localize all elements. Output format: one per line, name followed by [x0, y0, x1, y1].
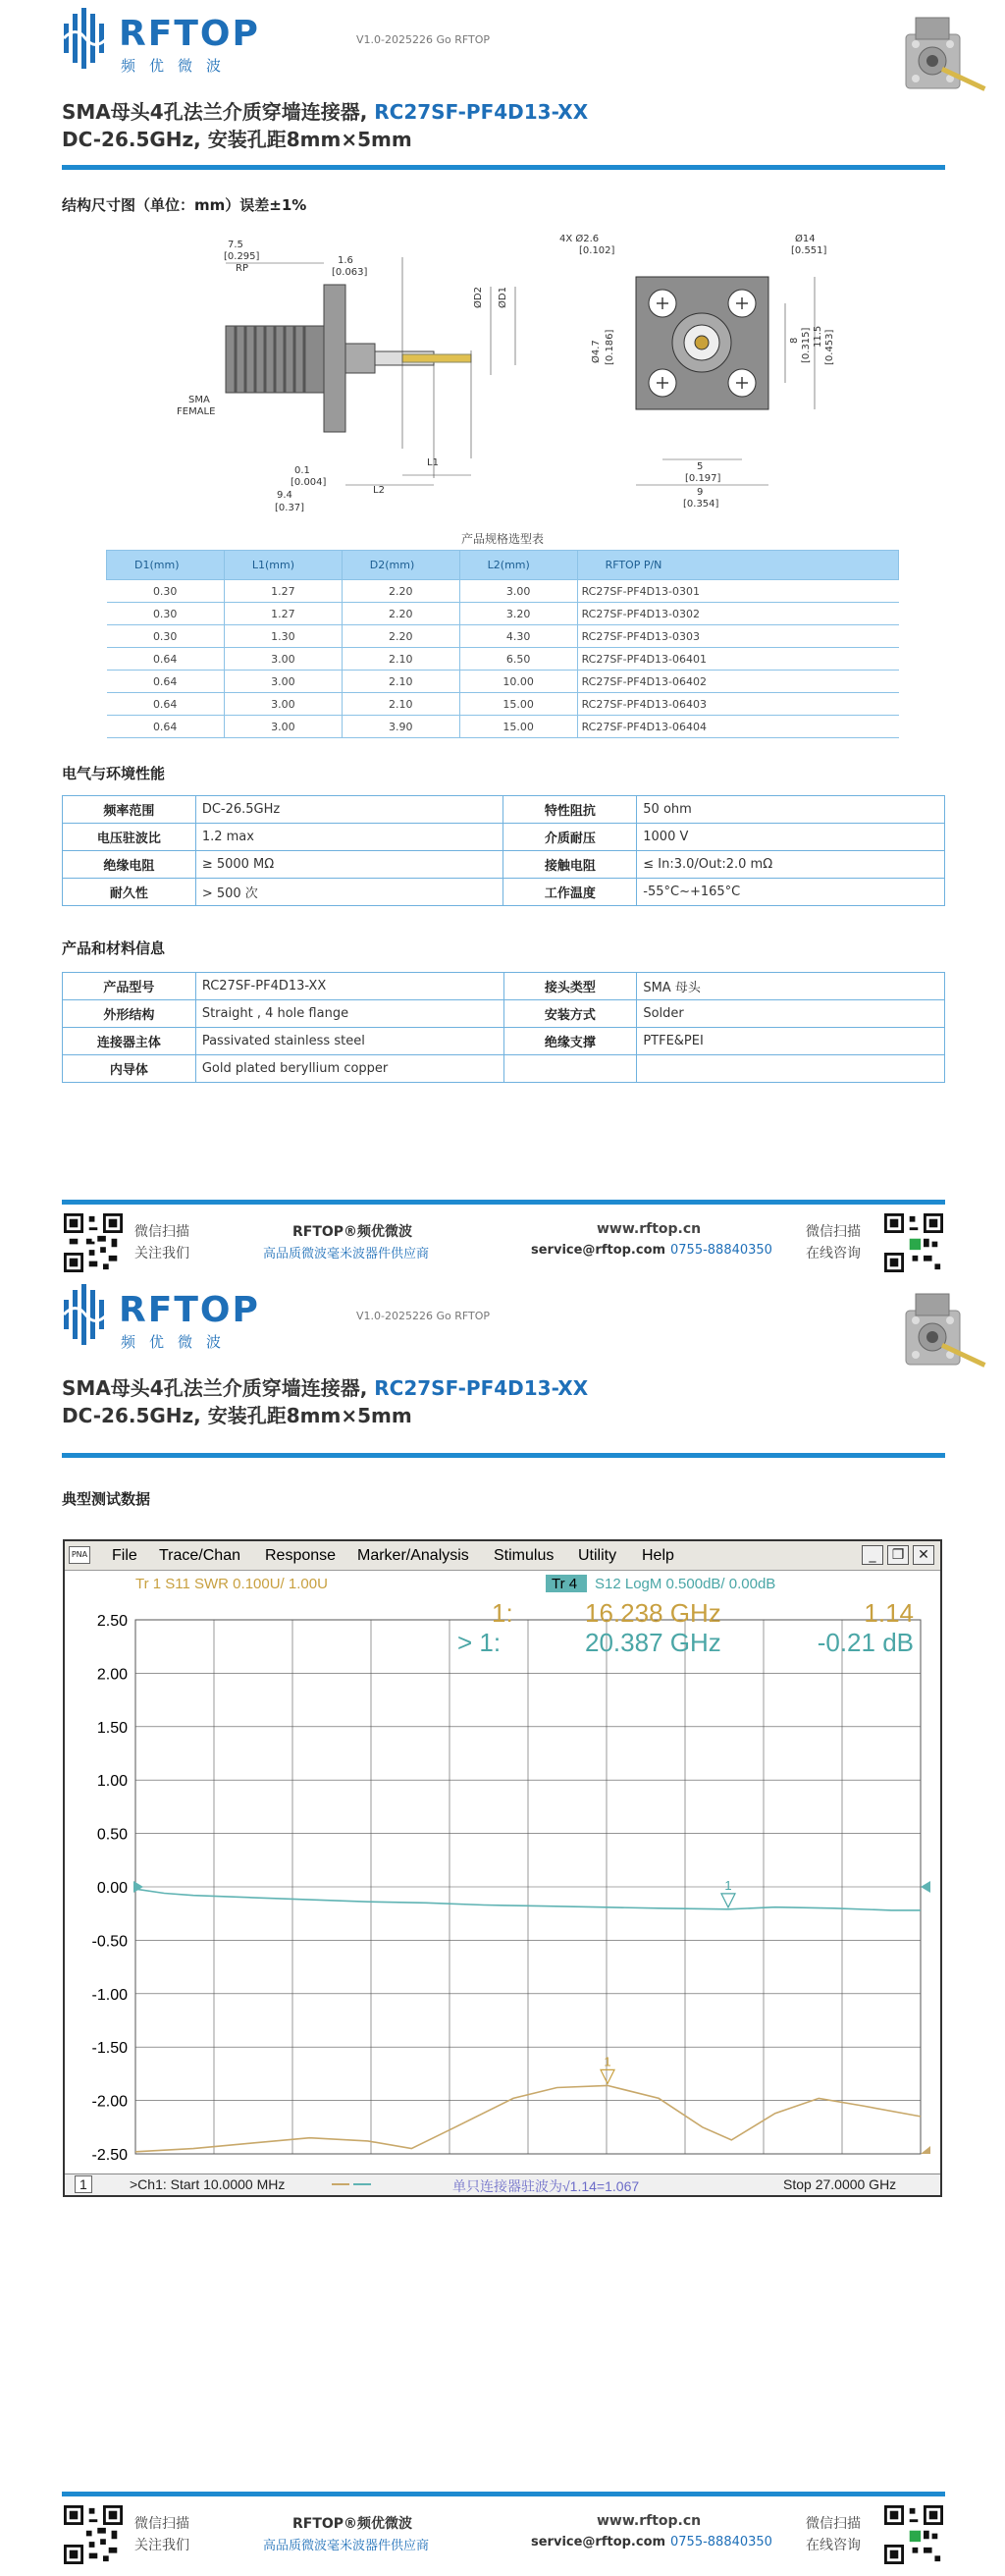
rftop-logo: RFTOP 频优微波: [62, 1282, 268, 1351]
table-cell: 0.30: [107, 603, 225, 625]
front-view: [636, 277, 768, 409]
side-view: [226, 257, 471, 478]
electrical-row: [63, 796, 945, 824]
electrical-value: ≥ 5000 MΩ: [195, 851, 503, 879]
table-cell: 3.00: [224, 671, 342, 693]
electrical-table: [62, 795, 945, 906]
table-cell: 3.20: [459, 603, 577, 625]
svg-text:9.4: 9.4: [277, 490, 292, 501]
table-cell: 2.20: [342, 580, 459, 603]
electrical-value: 50 ohm: [637, 796, 945, 824]
section-materials-title: 产品和材料信息: [62, 939, 166, 957]
swr-note: 单只连接器驻波为√1.14=1.067: [452, 2178, 640, 2194]
reference-arrow-bottom: [921, 2146, 930, 2154]
svg-text:[0.354]: [0.354]: [683, 499, 719, 510]
table-cell: 0.30: [107, 625, 225, 648]
svg-text:[0.37]: [0.37]: [275, 503, 305, 513]
website-link[interactable]: www.rftop.cn: [597, 1221, 702, 1237]
y-tick-label: 2.50: [96, 1613, 128, 1630]
material-value: Passivated stainless steel: [195, 1028, 503, 1055]
svg-text:[0.551]: [0.551]: [791, 245, 827, 256]
y-tick-label: -1.50: [91, 2040, 128, 2058]
menu-help[interactable]: Help: [642, 1547, 674, 1564]
material-key: 外形结构: [63, 1000, 196, 1028]
dim-7-5: 7.5: [228, 240, 243, 250]
table-cell: RC27SF-PF4D13-0301: [577, 580, 898, 603]
svg-text:11.5: 11.5: [813, 325, 823, 348]
section-test-title: 典型测试数据: [62, 1490, 151, 1508]
material-key: 接头类型: [503, 973, 637, 1000]
rftop-logo: [62, 6, 268, 75]
y-tick-label: 1.00: [96, 1773, 128, 1791]
start-frequency: >Ch1: Start 10.0000 MHz: [130, 2176, 286, 2192]
table-cell: 0.64: [107, 648, 225, 671]
table-cell: 1.27: [224, 603, 342, 625]
svg-text:[0.197]: [0.197]: [685, 473, 721, 484]
product-title: SMA母头4孔法兰介质穿墙连接器, RC27SF-PF4D13-XX: [62, 100, 589, 124]
selection-table-header: D2(mm): [342, 551, 459, 580]
y-tick-label: -0.50: [91, 1933, 128, 1951]
menu-stimulus[interactable]: Stimulus: [494, 1547, 555, 1564]
table-cell: 2.10: [342, 693, 459, 716]
table-cell: RC27SF-PF4D13-0303: [577, 625, 898, 648]
electrical-key: 耐久性: [63, 879, 196, 906]
table-cell: 10.00: [459, 671, 577, 693]
svg-text:8: 8: [789, 337, 800, 344]
material-value: Solder: [637, 1000, 945, 1028]
svg-text:[0.453]: [0.453]: [824, 329, 835, 365]
menu-file[interactable]: File: [112, 1547, 137, 1564]
selection-table-header: L2(mm): [459, 551, 577, 580]
electrical-key: 接触电阻: [503, 851, 637, 879]
electrical-key: 绝缘电阻: [63, 851, 196, 879]
dimension-drawing: [167, 228, 873, 522]
table-row: [107, 716, 899, 738]
section-electrical-title: 电气与环境性能: [62, 765, 166, 782]
header-rule: [62, 165, 945, 170]
material-value: Gold plated beryllium copper: [195, 1055, 503, 1083]
table-cell: 0.64: [107, 671, 225, 693]
material-key: 产品型号: [63, 973, 196, 1000]
electrical-value: DC-26.5GHz: [195, 796, 503, 824]
svg-text:1: 1: [604, 2054, 611, 2069]
svg-text:Tr 4: Tr 4: [552, 1576, 578, 1592]
page-header-2: RFTOP 频优微波 V1.0-2025226 Go RFTOP SMA母头4孔法兰介质穿墙连接器, RC27SF-PF4D13-XX DC-26.5GHz, 安装孔距8mm×5mm: [62, 1276, 945, 1443]
table-cell: 1.30: [224, 625, 342, 648]
material-key: 绝缘支撑: [503, 1028, 637, 1055]
vna-statusbar: [65, 2174, 940, 2195]
electrical-key: 频率范围: [63, 796, 196, 824]
menu-trace-chan[interactable]: Trace/Chan: [159, 1547, 240, 1564]
marker-2-label: > 1:: [457, 1628, 502, 1657]
table-row: [107, 693, 899, 716]
table-cell: 1.27: [224, 580, 342, 603]
page-2: [0, 1276, 1005, 2576]
menu-response[interactable]: Response: [265, 1547, 337, 1564]
material-value: PTFE&PEI: [637, 1028, 945, 1055]
electrical-row: [63, 824, 945, 851]
y-tick-label: -1.00: [91, 1986, 128, 2004]
table-cell: 3.90: [342, 716, 459, 738]
material-value: [637, 1055, 945, 1083]
electrical-value: > 500 次: [195, 879, 503, 906]
electrical-row: [63, 851, 945, 879]
table-row: [107, 603, 899, 625]
close-button[interactable]: ✕: [913, 1545, 934, 1565]
material-row: [63, 1028, 945, 1055]
table-cell: 3.00: [224, 693, 342, 716]
svg-text:FEMALE: FEMALE: [177, 406, 216, 417]
wechat-qr-code: [64, 2505, 123, 2564]
electrical-key: 工作温度: [503, 879, 637, 906]
selection-table-header: D1(mm): [107, 551, 225, 580]
product-subtitle: DC-26.5GHz, 安装孔距8mm×5mm: [62, 128, 412, 151]
channel-indicator[interactable]: 1: [75, 2175, 92, 2193]
brand-chinese: 频优微波: [121, 57, 236, 75]
table-cell: 2.20: [342, 603, 459, 625]
material-value: SMA 母头: [637, 973, 945, 1000]
reference-arrow-right: [921, 1881, 930, 1893]
electrical-value: 1.2 max: [195, 824, 503, 851]
table-cell: RC27SF-PF4D13-06403: [577, 693, 898, 716]
version-label: V1.0-2025226 Go RFTOP: [356, 33, 491, 46]
y-tick-label: 1.50: [96, 1719, 128, 1737]
marker-2-frequency: 20.387 GHz: [585, 1628, 721, 1657]
reference-arrow-left: [133, 1881, 143, 1893]
part-number: RC27SF-PF4D13-XX: [374, 100, 589, 124]
dim-1-6: 1.6: [338, 255, 353, 266]
table-cell: 0.64: [107, 693, 225, 716]
svg-text:Ø4.7: Ø4.7: [591, 340, 602, 363]
table-cell: RC27SF-PF4D13-06401: [577, 648, 898, 671]
table-row: [107, 648, 899, 671]
material-key: 安装方式: [503, 1000, 637, 1028]
logo-bars-icon: [62, 6, 117, 71]
vna-menubar: [65, 1541, 940, 1571]
table-cell: RC27SF-PF4D13-06402: [577, 671, 898, 693]
table-cell: 6.50: [459, 648, 577, 671]
marker-1-value: 1.14: [864, 1598, 914, 1628]
table-cell: 2.10: [342, 648, 459, 671]
svg-text:[0.063]: [0.063]: [332, 267, 368, 278]
wechat-qr-code: [64, 1213, 123, 1272]
minimize-button[interactable]: _: [862, 1545, 883, 1565]
svg-text:ØD1: ØD1: [498, 287, 508, 308]
svg-text:1: 1: [724, 1877, 732, 1893]
product-title: SMA母头4孔法兰介质穿墙连接器, RC27SF-PF4D13-XX: [62, 1376, 589, 1400]
table-cell: 0.30: [107, 580, 225, 603]
connector-product-image: [886, 10, 994, 118]
stop-frequency: Stop 27.0000 GHz: [783, 2176, 897, 2192]
y-tick-label: 0.00: [96, 1880, 128, 1897]
online-consult-qr-code: [884, 2505, 943, 2564]
menu-marker-analysis[interactable]: Marker/Analysis: [357, 1547, 469, 1564]
table-cell: 2.20: [342, 625, 459, 648]
vna-chart: [65, 1571, 940, 2174]
svg-text:5: 5: [697, 461, 704, 472]
website-link[interactable]: www.rftop.cn: [597, 2513, 702, 2529]
material-key: [503, 1055, 637, 1083]
vna-plot-area: [65, 1571, 940, 2174]
table-cell: 3.00: [224, 648, 342, 671]
materials-table: [62, 972, 945, 1083]
page-footer-2: 微信扫描 关注我们 RFTOP®频优微波 高品质微波毫米波器件供应商 www.rftop.cn service@rftop.com 0755-88840350 微信扫描 在线咨询: [62, 2492, 945, 2570]
y-tick-label: -2.00: [91, 2093, 128, 2111]
email-link[interactable]: service@rftop.com: [531, 2535, 666, 2549]
trace-4-label: S12 LogM 0.500dB/ 0.00dB: [595, 1576, 776, 1592]
table-cell: 15.00: [459, 716, 577, 738]
electrical-key: 介质耐压: [503, 824, 637, 851]
svg-text:L1: L1: [427, 457, 439, 468]
section-dimensions-title: 结构尺寸图（单位：mm）误差±1%: [62, 196, 307, 214]
marker-s11[interactable]: [601, 2069, 614, 2083]
material-value: Straight , 4 hole flange: [195, 1000, 503, 1028]
electrical-key: 电压驻波比: [63, 824, 196, 851]
table-row: [107, 580, 899, 603]
electrical-row: [63, 879, 945, 906]
electrical-key: 特性阻抗: [503, 796, 637, 824]
table-cell: 15.00: [459, 693, 577, 716]
selection-table-header: RFTOP P/N: [577, 551, 898, 580]
table-row: [107, 625, 899, 648]
page-header: [62, 0, 945, 167]
marker-1-frequency: 16.238 GHz: [585, 1598, 721, 1628]
svg-text:[0.004]: [0.004]: [291, 477, 327, 488]
connector-product-image: [886, 1286, 994, 1394]
table-cell: RC27SF-PF4D13-06404: [577, 716, 898, 738]
header-rule-2: [62, 1453, 945, 1458]
table-cell: RC27SF-PF4D13-0302: [577, 603, 898, 625]
page-1: [0, 0, 1005, 1276]
table-cell: 2.10: [342, 671, 459, 693]
selection-table-header: L1(mm): [224, 551, 342, 580]
svg-text:0.1: 0.1: [294, 465, 310, 476]
y-tick-label: 0.50: [96, 1826, 128, 1844]
menu-utility[interactable]: Utility: [578, 1547, 617, 1564]
vna-app-icon: PNA: [69, 1546, 90, 1564]
svg-text:ØD2: ØD2: [473, 287, 484, 308]
material-value: RC27SF-PF4D13-XX: [195, 973, 503, 1000]
brand-name: RFTOP: [119, 14, 260, 54]
svg-text:[0.102]: [0.102]: [579, 245, 615, 256]
material-key: 连接器主体: [63, 1028, 196, 1055]
material-row: [63, 1000, 945, 1028]
email-link[interactable]: service@rftop.com: [531, 1243, 666, 1258]
material-key: 内导体: [63, 1055, 196, 1083]
table-row: [107, 671, 899, 693]
electrical-value: -55°C~+165°C: [637, 879, 945, 906]
online-consult-qr-code: [884, 1213, 943, 1272]
y-tick-label: -2.50: [91, 2147, 128, 2164]
svg-text:Ø14: Ø14: [795, 234, 816, 244]
svg-text:L2: L2: [373, 485, 385, 496]
svg-text:RP: RP: [236, 263, 248, 274]
marker-2-value: -0.21 dB: [817, 1628, 914, 1657]
hole-dimension: 4X Ø2.6: [559, 234, 600, 244]
table-cell: 3.00: [224, 716, 342, 738]
svg-text:[0.186]: [0.186]: [605, 329, 615, 365]
electrical-value: 1000 V: [637, 824, 945, 851]
svg-text:[0.295]: [0.295]: [224, 251, 260, 262]
vna-screenshot: [63, 1539, 942, 2197]
restore-button[interactable]: ❐: [887, 1545, 909, 1565]
table-cell: 4.30: [459, 625, 577, 648]
selection-table: [106, 550, 899, 738]
sma-label: SMA: [188, 395, 210, 405]
selection-table-caption: 产品规格选型表: [460, 532, 544, 546]
trace-1-label: Tr 1 S11 SWR 0.100U/ 1.00U: [135, 1576, 328, 1592]
material-row: [63, 1055, 945, 1083]
y-tick-label: 2.00: [96, 1666, 128, 1684]
table-cell: 0.64: [107, 716, 225, 738]
phone-number: 0755-88840350: [670, 1243, 772, 1258]
material-row: [63, 973, 945, 1000]
table-cell: 3.00: [459, 580, 577, 603]
electrical-value: ≤ In:3.0/Out:2.0 mΩ: [637, 851, 945, 879]
svg-text:9: 9: [697, 487, 704, 498]
marker-s12[interactable]: [721, 1894, 735, 1907]
logo-bars-icon: [62, 1282, 117, 1347]
svg-text:[0.315]: [0.315]: [801, 327, 812, 363]
marker-1-label: 1:: [492, 1598, 513, 1628]
page-footer: 微信扫描 关注我们 RFTOP®频优微波 高品质微波毫米波器件供应商 www.rftop.cn service@rftop.com 0755-88840350 微信扫描 在线咨询: [62, 1200, 945, 1278]
